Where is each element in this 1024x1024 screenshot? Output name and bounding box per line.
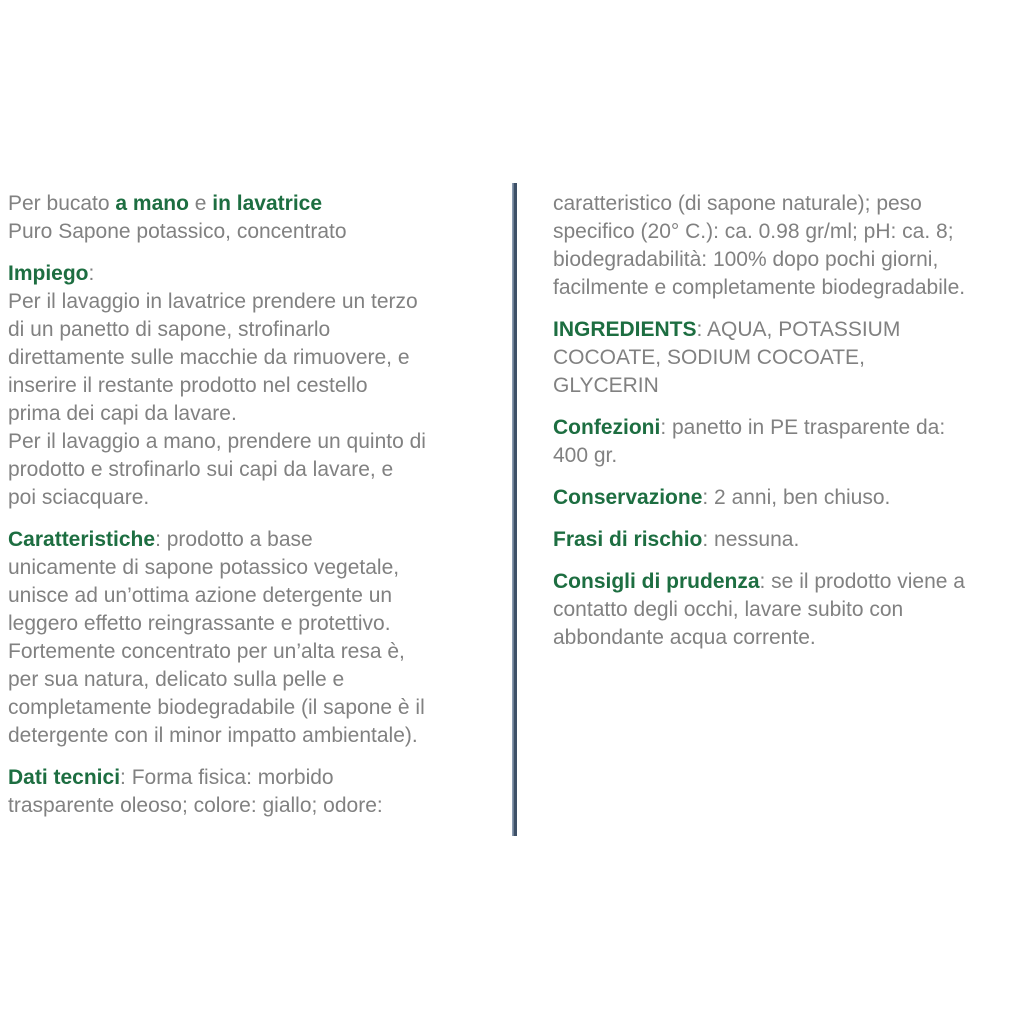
- intro-bold-in-lavatrice: in lavatrice: [212, 192, 323, 215]
- paragraph-intro: [8, 190, 500, 246]
- text-line: detergente con il minor impatto ambientale).: [8, 724, 418, 747]
- confezioni-rest: : panetto in PE trasparente da:: [660, 416, 946, 439]
- text-line: per sua natura, delicato sulla pelle e: [8, 668, 345, 691]
- consigli-di-prudenza-rest: : se il prodotto viene a: [759, 570, 965, 593]
- text-line: [8, 260, 500, 288]
- impiego-separator: :: [88, 262, 95, 285]
- text-line: prima dei capi da lavare.: [8, 402, 237, 425]
- frasi-di-rischio-heading: Frasi di rischio: [553, 528, 703, 551]
- frasi-di-rischio-rest: : nessuna.: [702, 528, 800, 551]
- conservazione-heading: Conservazione: [553, 486, 703, 509]
- text-line: [8, 526, 500, 554]
- text-line: caratteristico (di sapone naturale); peso: [553, 192, 922, 215]
- text-line: leggero effetto reingrassante e protettivo.: [8, 612, 391, 635]
- consigli-di-prudenza-heading: Consigli di prudenza: [553, 570, 760, 593]
- text-line: unicamente di sapone potassico vegetale,: [8, 556, 400, 579]
- text-line: inserire il restante prodotto nel cestello: [8, 374, 368, 397]
- text-line: contatto degli occhi, lavare subito con: [553, 598, 904, 621]
- text-line: completamente biodegradabile (il sapone è il: [8, 696, 425, 719]
- intro-bold-a-mano: a mano: [115, 192, 189, 215]
- paragraph-caratteristiche: [8, 526, 500, 750]
- left-column: [8, 190, 500, 834]
- text-line: di un panetto di sapone, strofinarlo: [8, 318, 331, 341]
- text-line: [553, 568, 1018, 596]
- paragraph-dati-tecnici-continued: [553, 190, 1018, 302]
- text-line: specifico (20° C.): ca. 0.98 gr/ml; pH: ca. 8;: [553, 220, 954, 243]
- intro-pre-text: Per bucato: [8, 192, 116, 215]
- text-line: trasparente oleoso; colore: giallo; odore:: [8, 794, 383, 817]
- intro-subtitle: Puro Sapone potassico, concentrato: [8, 220, 347, 243]
- paragraph-confezioni: [553, 414, 1018, 470]
- paragraph-impiego: [8, 260, 500, 512]
- text-line: prodotto e strofinarlo sui capi da lavare, e: [8, 458, 394, 481]
- dati-tecnici-rest: : Forma fisica: morbido: [120, 766, 334, 789]
- text-line: facilmente e completamente biodegradabile.: [553, 276, 966, 299]
- caratteristiche-heading: Caratteristiche: [8, 528, 156, 551]
- conservazione-rest: : 2 anni, ben chiuso.: [702, 486, 891, 509]
- dati-tecnici-heading: Dati tecnici: [8, 766, 121, 789]
- text-line: direttamente sulle macchie da rimuovere, e: [8, 346, 410, 369]
- ingredients-rest: : AQUA, POTASSIUM: [696, 318, 901, 341]
- text-line: [8, 190, 500, 218]
- text-line: poi sciacquare.: [8, 486, 150, 509]
- impiego-heading: Impiego: [8, 262, 89, 285]
- paragraph-ingredients: [553, 316, 1018, 400]
- text-line: COCOATE, SODIUM COCOATE,: [553, 346, 865, 369]
- column-divider: [512, 183, 517, 836]
- ingredients-heading: INGREDIENTS: [553, 318, 697, 341]
- text-line: GLYCERIN: [553, 374, 659, 397]
- text-line: [553, 414, 1018, 442]
- paragraph-frasi-di-rischio: [553, 526, 1018, 554]
- text-line: [553, 316, 1018, 344]
- text-line: 400 gr.: [553, 444, 618, 467]
- paragraph-consigli-di-prudenza: [553, 568, 1018, 652]
- text-line: biodegradabilità: 100% dopo pochi giorni,: [553, 248, 939, 271]
- text-line: [553, 526, 1018, 554]
- text-line: [8, 764, 500, 792]
- right-column: [553, 190, 1018, 666]
- text-line: Per il lavaggio in lavatrice prendere un terzo: [8, 290, 418, 313]
- paragraph-dati-tecnici: [8, 764, 500, 820]
- text-line: unisce ad un’ottima azione detergente un: [8, 584, 393, 607]
- text-line: [553, 484, 1018, 512]
- text-line: Per il lavaggio a mano, prendere un quinto di: [8, 430, 426, 453]
- text-line: Fortemente concentrato per un’alta resa è,: [8, 640, 405, 663]
- caratteristiche-rest: : prodotto a base: [155, 528, 313, 551]
- confezioni-heading: Confezioni: [553, 416, 661, 439]
- text-line: abbondante acqua corrente.: [553, 626, 816, 649]
- paragraph-conservazione: [553, 484, 1018, 512]
- intro-mid-text: e: [188, 192, 213, 215]
